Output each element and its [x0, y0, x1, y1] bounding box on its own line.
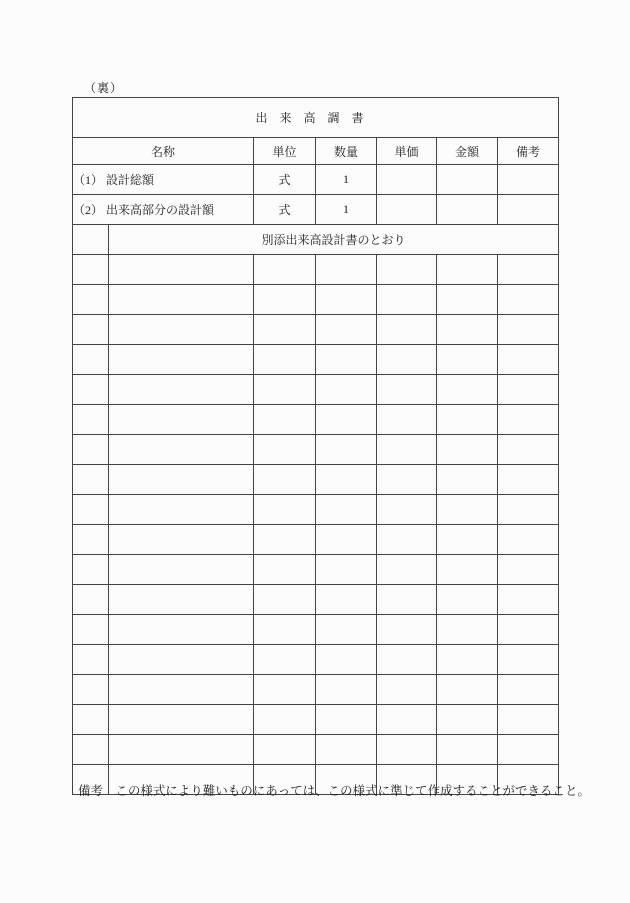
amount-cell [437, 165, 498, 195]
narrow-cell [73, 645, 109, 675]
empty-row [73, 315, 559, 345]
empty-cell [437, 495, 498, 525]
empty-row [73, 255, 559, 285]
empty-cell [316, 345, 377, 375]
progress-report-table [72, 97, 559, 795]
table-header-row [73, 138, 559, 165]
empty-cell [254, 345, 316, 375]
empty-cell [377, 555, 437, 585]
empty-row [73, 585, 559, 615]
empty-cell [437, 465, 498, 495]
column-header-unit: 単位 [254, 138, 316, 165]
empty-cell [377, 735, 437, 765]
empty-cell [498, 645, 559, 675]
empty-cell [109, 585, 254, 615]
empty-cell [498, 735, 559, 765]
empty-cell [254, 615, 316, 645]
empty-cell [377, 315, 437, 345]
empty-cell [109, 495, 254, 525]
empty-cell [109, 465, 254, 495]
empty-cell [377, 375, 437, 405]
empty-row [73, 735, 559, 765]
empty-cell [498, 675, 559, 705]
empty-row [73, 675, 559, 705]
unit-cell: 式 [254, 195, 316, 225]
empty-cell [254, 735, 316, 765]
empty-cell [109, 705, 254, 735]
empty-row [73, 645, 559, 675]
empty-cell [498, 585, 559, 615]
empty-cell [316, 375, 377, 405]
empty-cell [437, 345, 498, 375]
empty-cell [377, 675, 437, 705]
empty-cell [316, 255, 377, 285]
empty-row [73, 555, 559, 585]
empty-row [73, 495, 559, 525]
empty-cell [498, 345, 559, 375]
column-header-quantity: 数量 [316, 138, 377, 165]
narrow-cell [73, 285, 109, 315]
empty-cell [498, 255, 559, 285]
narrow-cell [73, 705, 109, 735]
empty-cell [498, 465, 559, 495]
column-header-unit-price: 単価 [377, 138, 437, 165]
empty-cell [377, 705, 437, 735]
quantity-cell: 1 [316, 195, 377, 225]
empty-cell [316, 615, 377, 645]
empty-cell [316, 285, 377, 315]
empty-cell [437, 255, 498, 285]
empty-cell [254, 495, 316, 525]
narrow-cell [73, 585, 109, 615]
empty-cell [316, 465, 377, 495]
empty-cell [254, 435, 316, 465]
amount-cell [437, 195, 498, 225]
empty-cell [316, 495, 377, 525]
narrow-cell [73, 375, 109, 405]
narrow-cell [73, 495, 109, 525]
remarks-cell [498, 165, 559, 195]
attachment-note-row [73, 225, 559, 255]
empty-cell [377, 465, 437, 495]
empty-cell [437, 645, 498, 675]
empty-cell [109, 345, 254, 375]
empty-cell [109, 645, 254, 675]
narrow-cell [73, 405, 109, 435]
empty-row [73, 615, 559, 645]
unit-price-cell [377, 195, 437, 225]
empty-cell [109, 735, 254, 765]
column-header-name: 名称 [73, 138, 254, 165]
empty-cell [254, 675, 316, 705]
empty-cell [437, 585, 498, 615]
empty-cell [316, 585, 377, 615]
narrow-cell [73, 315, 109, 345]
empty-row [73, 465, 559, 495]
empty-cell [254, 285, 316, 315]
narrow-cell [73, 615, 109, 645]
empty-cell [254, 585, 316, 615]
column-header-remarks: 備考 [498, 138, 559, 165]
empty-cell [316, 525, 377, 555]
narrow-cell [73, 435, 109, 465]
empty-cell [437, 675, 498, 705]
empty-cell [109, 255, 254, 285]
empty-cell [254, 405, 316, 435]
empty-cell [109, 405, 254, 435]
empty-cell [254, 555, 316, 585]
table-row-design-total [73, 165, 559, 195]
empty-cell [498, 555, 559, 585]
empty-cell [498, 495, 559, 525]
narrow-cell [73, 525, 109, 555]
column-header-amount: 金額 [437, 138, 498, 165]
empty-cell [437, 435, 498, 465]
remarks-cell [498, 195, 559, 225]
empty-cell [109, 375, 254, 405]
empty-cell [377, 585, 437, 615]
empty-cell [498, 615, 559, 645]
empty-cell [437, 315, 498, 345]
empty-cell [498, 705, 559, 735]
empty-cell [498, 375, 559, 405]
narrow-cell [73, 345, 109, 375]
empty-cell [254, 465, 316, 495]
table-title-row [73, 98, 559, 138]
empty-cell [254, 525, 316, 555]
empty-cell [316, 435, 377, 465]
empty-row [73, 375, 559, 405]
narrow-cell [73, 555, 109, 585]
narrow-cell [73, 225, 109, 255]
empty-cell [109, 315, 254, 345]
empty-cell [437, 375, 498, 405]
item-name-cell: （1） 設計総額 [73, 165, 254, 195]
empty-cell [437, 705, 498, 735]
empty-cell [498, 285, 559, 315]
empty-cell [377, 495, 437, 525]
empty-cell [377, 645, 437, 675]
item-name-cell: （2） 出来高部分の設計額 [73, 195, 254, 225]
empty-cell [437, 735, 498, 765]
empty-cell [254, 705, 316, 735]
empty-cell [377, 525, 437, 555]
empty-row [73, 405, 559, 435]
empty-row [73, 435, 559, 465]
empty-cell [254, 375, 316, 405]
narrow-cell [73, 255, 109, 285]
empty-row [73, 705, 559, 735]
empty-cell [437, 285, 498, 315]
narrow-cell [73, 465, 109, 495]
empty-cell [316, 315, 377, 345]
footer-remark: 備考 この様式により難いものにあっては、この様式に準じて作成することができること。 [78, 784, 590, 798]
empty-cell [377, 435, 437, 465]
empty-cell [109, 285, 254, 315]
narrow-cell [73, 675, 109, 705]
empty-cell [377, 255, 437, 285]
empty-cell [316, 405, 377, 435]
empty-cell [377, 285, 437, 315]
empty-cell [377, 345, 437, 375]
empty-cell [316, 645, 377, 675]
empty-cell [498, 435, 559, 465]
empty-cell [109, 675, 254, 705]
empty-row [73, 525, 559, 555]
empty-cell [109, 615, 254, 645]
empty-cell [498, 405, 559, 435]
empty-cell [316, 735, 377, 765]
narrow-cell [73, 735, 109, 765]
empty-cell [109, 435, 254, 465]
unit-price-cell [377, 165, 437, 195]
empty-row [73, 345, 559, 375]
empty-cell [254, 315, 316, 345]
empty-cell [109, 525, 254, 555]
empty-cell [316, 555, 377, 585]
table-row-completed-portion [73, 195, 559, 225]
attachment-note-cell: 別添出来高設計書のとおり [109, 225, 559, 255]
empty-cell [316, 675, 377, 705]
empty-cell [437, 555, 498, 585]
unit-cell: 式 [254, 165, 316, 195]
quantity-cell: 1 [316, 165, 377, 195]
empty-cell [437, 525, 498, 555]
page-side-label: （裏） [84, 81, 124, 95]
empty-cell [316, 705, 377, 735]
empty-cell [498, 525, 559, 555]
empty-cell [498, 315, 559, 345]
empty-cell [109, 555, 254, 585]
empty-row [73, 285, 559, 315]
empty-cell [254, 255, 316, 285]
empty-cell [254, 645, 316, 675]
empty-cell [437, 405, 498, 435]
table-title: 出来高調書 [73, 98, 559, 138]
empty-cell [377, 405, 437, 435]
empty-cell [437, 615, 498, 645]
empty-cell [377, 615, 437, 645]
